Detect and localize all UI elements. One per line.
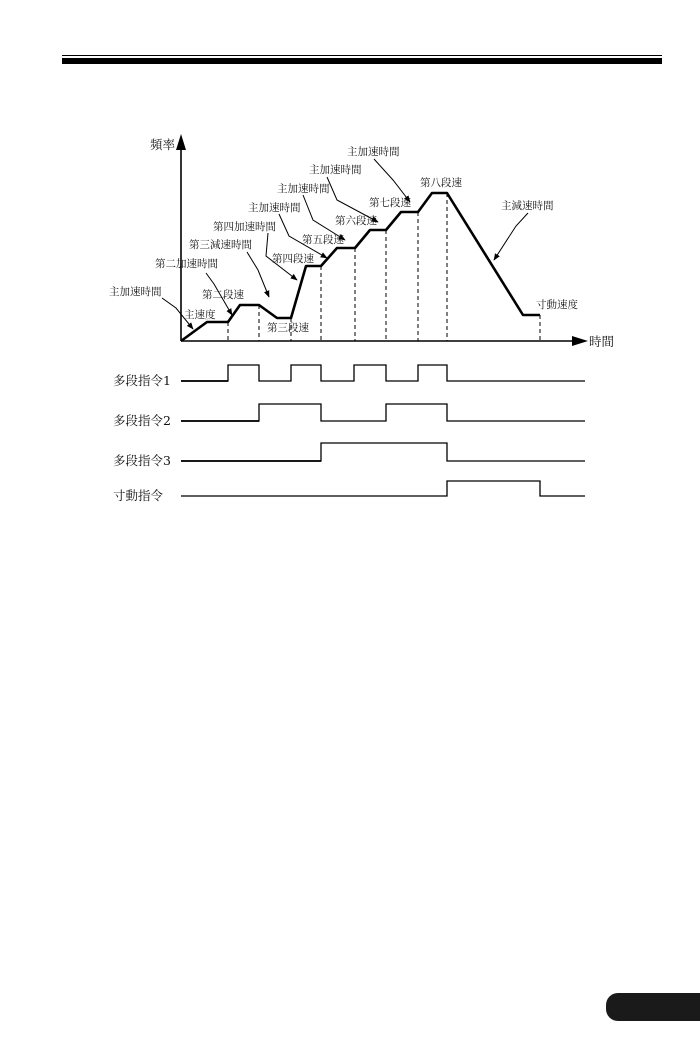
signal-wave-multi-step-3 <box>181 443 585 461</box>
label-speed-6: 第六段速 <box>335 215 377 227</box>
label-main-accel-8: 主加速時間 <box>347 146 400 158</box>
signal-label-jog: 寸動指令 <box>113 488 164 503</box>
y-axis-label: 頻率 <box>150 137 176 152</box>
label-accel-4: 第四加速時間 <box>213 221 276 233</box>
y-axis-arrowhead <box>176 134 186 150</box>
label-main-accel-5: 主加速時間 <box>248 202 301 214</box>
label-speed-4: 第四段速 <box>272 253 314 265</box>
signal-label-multi-step-2: 多段指令2 <box>113 413 171 428</box>
signal-wave-multi-step-2 <box>181 404 585 421</box>
label-accel-2: 第二加速時間 <box>155 258 218 270</box>
label-main-decel: 主減速時間 <box>501 200 554 212</box>
label-speed-5: 第五段速 <box>302 234 344 246</box>
signal-wave-multi-step-1 <box>181 365 585 381</box>
label-main-accel-7: 主加速時間 <box>309 164 362 176</box>
x-axis-arrowhead <box>572 336 588 346</box>
label-main-accel-6: 主加速時間 <box>277 183 330 195</box>
label-speed-7: 第七段速 <box>369 197 411 209</box>
label-speed-8: 第八段速 <box>420 177 462 189</box>
label-jog-speed: 寸動速度 <box>536 299 578 311</box>
signal-label-multi-step-3: 多段指令3 <box>113 453 171 468</box>
label-decel-3: 第三減速時間 <box>189 239 252 251</box>
label-main-speed: 主速度 <box>184 309 216 321</box>
label-main-accel-1: 主加速時間 <box>109 286 162 298</box>
signal-wave-jog <box>181 481 585 496</box>
label-speed-3: 第三段速 <box>267 322 309 334</box>
x-axis-label: 時間 <box>589 334 615 349</box>
label-speed-2: 第二段速 <box>202 289 244 301</box>
signal-label-multi-step-1: 多段指令1 <box>113 373 171 388</box>
